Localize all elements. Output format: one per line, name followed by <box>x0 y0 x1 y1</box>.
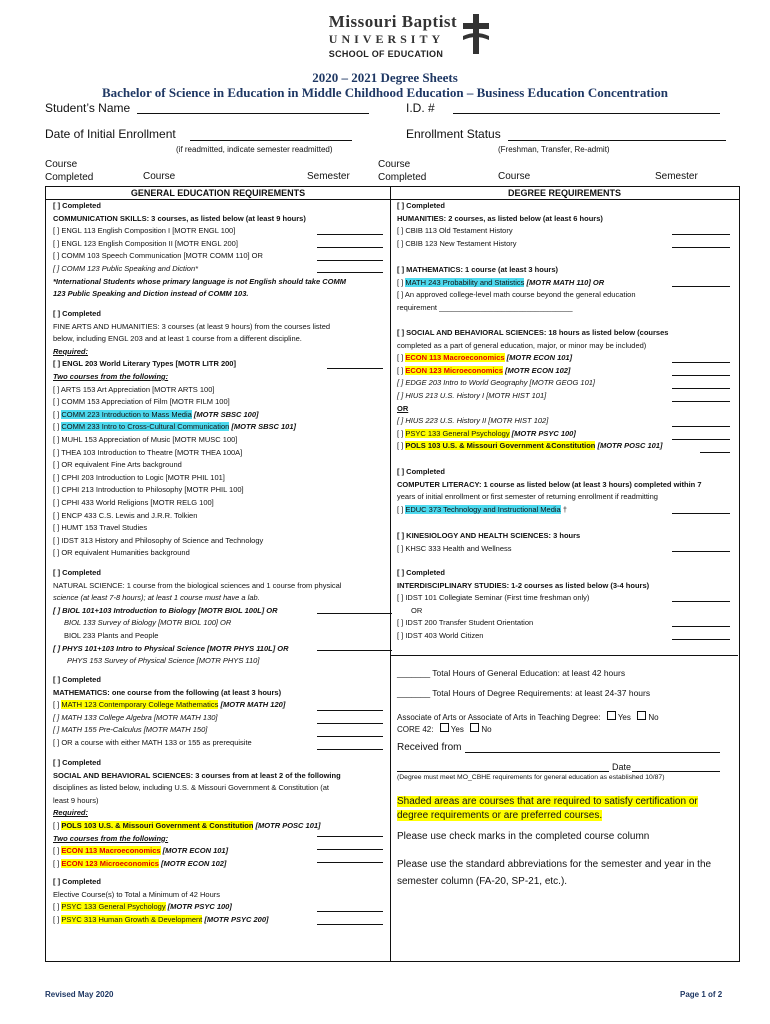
id-field[interactable] <box>453 113 720 114</box>
enrollment-date-field[interactable] <box>190 140 352 141</box>
received-line2[interactable] <box>397 771 609 772</box>
assoc-no-checkbox[interactable] <box>637 711 646 720</box>
left-col-course: Course <box>143 171 176 182</box>
student-name-label: Student’s Name <box>45 101 131 115</box>
degree-req-title: DEGREE REQUIREMENTS <box>507 188 621 198</box>
computer-literacy-section: [ ] Completed COMPUTER LITERACY: 1 course as listed below (at least 3 hours) completed within 7 years of initial enrollment or first semester of returning enrollment if readmitting [ ] EDUC 373 Technology and Instructional Media † <box>397 467 702 514</box>
degree-math-section: [ ] MATHEMATICS: 1 course (at least 3 hours) [ ] MATH 243 Probability and Statistics [MOTR MATH 110] OR [ ] An approved college-level math course beyond the general education requirement ________________________________ <box>397 265 636 312</box>
status-note: (Freshman, Transfer, Re-admit) <box>498 145 610 154</box>
column-divider <box>390 186 391 961</box>
student-name-field[interactable] <box>137 113 369 114</box>
core-yes-checkbox[interactable] <box>440 723 449 732</box>
interdisciplinary-section: [ ] Completed INTERDISCIPLINARY STUDIES: 1-2 courses as listed below (3-4 hours) [ ] IDST 101 Collegiate Seminar (First time freshman only) OR [ ] IDST 200 Transfer Student Orientation [ ] IDST 403 World Citizen <box>397 568 650 640</box>
date-label: Date <box>612 762 632 772</box>
left-col-course-completed: Course Completed <box>45 159 94 183</box>
communication-section: [ ] Completed COMMUNICATION SKILLS: 3 courses, as listed below (at least 9 hours) [ ] ENGL 113 English Composition I [MOTR ENGL 100] [ ] ENGL 123 English Composition II [MOTR ENGL 200] [ ] COMM 103 Speech Communication [MOTR COMM 110] OR [ ] COMM 123 Public Speaking and Diction* *International Students whose primary language is not English should take COMM 123 Public Speaking and Diction instead of COMM 103. <box>53 201 346 299</box>
fine-arts-section: [ ] Completed FINE ARTS AND HUMANITIES: 3 courses (at least 9 hours) from the courses listed below, including ENGL 203 and at least 1 course from a different discipline. Required: [ ] ENGL 203 World Literary Types [MOTR LITR 200] Two courses from the following: [ ] ARTS 153 Art Appreciation [MOTR ARTS 100] [ ] COMM 153 Appreciation of Film [MOTR FILM 100] [ ] COMM 223 Introduction to Mass Media [MOTR SBSC 100] [ ] COMM 233 Intro to Cross-Cultural Communication [MOTR SBSC 101] [ ] MUHL 153 Appreciation of Music [MOTR MUSC 100] [ ] THEA 103 Introduction to Theatre [MOTR THEA 100A] [ ] OR equivalent Fine Arts background [ ] CPHI 203 Introduction to Logic [MOTR PHIL 101] [ ] CPHI 213 Introduction to Philosophy [MOTR PHIL 100] [ ] CPHI 433 World Religions [MOTR RELG 100] [ ] ENCP 433 C.S. Lewis and J.R.R. Tolkien [ ] HUMT 153 Travel Studies [ ] IDST 313 History and Philosophy of Science and Technology [ ] OR equivalent Humanities background <box>53 309 331 558</box>
shaded-note: Shaded areas are courses that are required to satisfy certification or degree requirements or are preferred courses. <box>397 796 698 821</box>
received-from-label: Received from <box>397 742 462 753</box>
degree-social-section: [ ] SOCIAL AND BEHAVIORAL SCIENCES: 18 hours as listed below (courses completed as a part of general education, major, or minor may be included) [ ] ECON 113 Macroeconomics [MOTR ECON 101] [ ] ECON 123 Microeconomics [MOTR ECON 102] [ ] EDGE 203 Intro to World Geography [MOTR GEOG 101] [ ] HIUS 213 U.S. History I [MOTR HIST 101] OR [ ] HIUS 223 U.S. History II [MOTR HIST 102] [ ] PSYC 133 General Psychology [MOTR PSYC 100] [ ] POLS 103 U.S. & Missouri Government &Constitution [MOTR POSC 101] <box>397 328 669 451</box>
right-col-course: Course <box>498 171 531 182</box>
enrollment-date-label: Date of Initial Enrollment <box>45 127 176 141</box>
assoc-yes-checkbox[interactable] <box>607 711 616 720</box>
degree-total[interactable]: _______ Total Hours of Degree Requirements: at least 24-37 hours <box>397 688 651 698</box>
revised-date: Revised May 2020 <box>45 990 114 999</box>
gen-ed-title: GENERAL EDUCATION REQUIREMENTS <box>130 188 306 198</box>
program-title: Bachelor of Science in Education in Middle Childhood Education – Business Education Concentration <box>101 85 669 100</box>
enrollment-status-field[interactable] <box>508 140 726 141</box>
id-label: I.D. # <box>406 101 435 115</box>
natural-science-section: [ ] Completed NATURAL SCIENCE: 1 course from the biological sciences and 1 course from physical science (at least 7-8 hours); at least 1 course must have a lab. [ ] BIOL 101+103 Introduction to Biology [MOTR BIOL 100L] OR BIOL 133 Survey of Biology [MOTR BIOL 100] OR BIOL 233 Plants and People [ ] PHYS 101+103 Intro to Physical Science [MOTR PHYS 110L] OR PHYS 153 Survey of Physical Science [MOTR PHYS 110] <box>53 568 342 666</box>
received-from-field[interactable] <box>465 752 720 753</box>
logo <box>0 12 770 62</box>
abbreviation-note: Please use the standard abbreviations for the semester and year in the semester column (FA-20, SP-21, etc.). <box>397 859 712 887</box>
kinesiology-section: [ ] KINESIOLOGY AND HEALTH SCIENCES: 3 hours [ ] KHSC 333 Health and Wellness <box>397 531 581 553</box>
logo-line3: SCHOOL OF EDUCATION <box>328 49 444 59</box>
cbhe-note: (Degree must meet MO_CBHE requirements for general education as established 10/87) <box>397 774 665 781</box>
date-field[interactable] <box>632 771 720 772</box>
gen-ed-total[interactable]: _______ Total Hours of General Education: at least 42 hours <box>397 668 626 678</box>
page-title: 2020 – 2021 Degree Sheets <box>312 70 458 85</box>
right-col-course-completed: Course Completed <box>378 159 427 183</box>
checkmark-note: Please use check marks in the completed course column <box>397 831 650 842</box>
cross-emblem-icon <box>463 14 489 54</box>
page-number: Page 1 of 2 <box>680 990 723 999</box>
elective-section: [ ] Completed Elective Course(s) to Total a Minimum of 42 Hours [ ] PSYC 133 General Psychology [MOTR PSYC 100] [ ] PSYC 313 Human Growth & Development [MOTR PSYC 200] <box>53 877 269 924</box>
totals-divider <box>391 655 738 656</box>
right-col-semester: Semester <box>655 171 698 182</box>
core-no-checkbox[interactable] <box>470 723 479 732</box>
associate-degree: Associate of Arts or Associate of Arts in Teaching Degree: Yes No CORE 42: Yes No <box>397 713 659 734</box>
enrollment-status-label: Enrollment Status <box>406 127 501 141</box>
left-col-semester: Semester <box>307 171 350 182</box>
logo-line2: UNIVERSITY <box>328 32 445 46</box>
humanities-section: [ ] Completed HUMANITIES: 2 courses, as listed below (at least 6 hours) [ ] CBIB 113 Old Testament History [ ] CBIB 123 New Testament History <box>397 201 603 248</box>
logo-line1: Missouri Baptist <box>328 12 458 31</box>
social-science-section: [ ] Completed SOCIAL AND BEHAVIORAL SCIENCES: 3 courses from at least 2 of the following disciplines as listed below, including U.S. & Missouri Government & Constitution (at least 9 hours) Required: [ ] POLS 103 U.S. & Missouri Government & Constitution [MOTR POSC 101] Two courses from the following: [ ] ECON 113 Macroeconomics [MOTR ECON 101] [ ] ECON 123 Microeconomics [MOTR ECON 102] <box>53 758 341 868</box>
readmit-note: (if readmitted, indicate semester readmitted) <box>176 145 333 154</box>
mathematics-section: [ ] Completed MATHEMATICS: one course from the following (at least 3 hours) [ ] MATH 123 Contemporary College Mathematics [MOTR MATH 120] [ ] MATH 133 College Algebra [MOTR MATH 130] [ ] MATH 155 Pre-Calculus [MOTR MATH 150] [ ] OR a course with either MATH 133 or 155 as prerequisite <box>53 675 286 747</box>
